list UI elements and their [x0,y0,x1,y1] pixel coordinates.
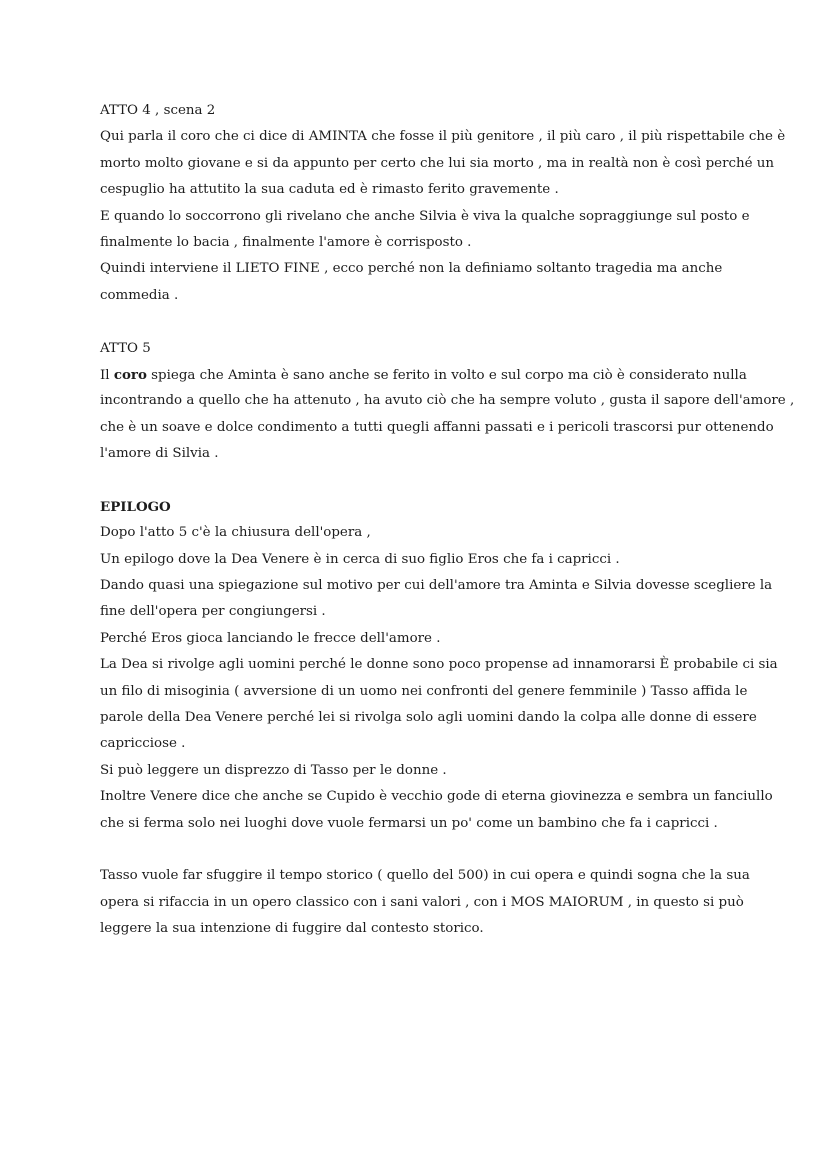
paragraph-line: un filo di misoginia ( avversione di un uomo nei confronti del genere femminile ) Tasso affida le [100,683,748,699]
paragraph-line: Tasso vuole far sfuggire il tempo storico ( quello del 500) in cui opera e quindi sogna che la sua [100,868,750,884]
paragraph-line: opera si rifaccia in un opero classico con i sani valori , con i MOS MAIORUM , in questo si può [100,894,744,910]
paragraph-line: Si può leggere un disprezzo di Tasso per le donne . [100,762,447,778]
paragraph-line: Quindi interviene il LIETO FINE , ecco perché non la definiamo soltanto tragedia ma anche [100,261,723,277]
paragraph-line: Dando quasi una spiegazione sul motivo per cui dell'amore tra Aminta e Silvia dovesse scegliere la [100,578,773,594]
paragraph-line: incontrando a quello che ha attenuto , ha avuto ciò che ha sempre voluto , gusta il sapore dell'amore , [100,393,795,409]
paragraph-line: parole della Dea Venere perché lei si rivolga solo agli uomini dando la colpa alle donne di essere [100,709,757,725]
paragraph-line: leggere la sua intenzione di fuggire dal contesto storico. [100,921,484,937]
text-run: Il [100,367,114,383]
paragraph-line: morto molto giovane e si da appunto per certo che lui sia morto , ma in realtà non è così perché un [100,155,775,171]
paragraph-line: capricciose . [100,736,186,752]
paragraph-line: fine dell'opera per congiungersi . [100,604,326,620]
paragraph-line: finalmente lo bacia , finalmente l'amore è corrisposto . [100,234,472,250]
blank-line [100,309,740,335]
paragraph-line: commedia . [100,287,179,303]
paragraph-line: l'amore di Silvia . [100,446,219,462]
blank-line [100,837,740,863]
text-run: spiega che Aminta è sano anche se ferito in volto e sul corpo ma ciò è considerato nulla [146,367,747,383]
paragraph-line: che è un soave e dolce condimento a tutti quegli affanni passati e i pericoli trascorsi pur ottenendo [100,419,774,435]
paragraph-line: Dopo l'atto 5 c'è la chiusura dell'opera , [100,525,371,541]
paragraph-line: La Dea si rivolge agli uomini perché le donne sono poco propense ad innamorarsi È probabile ci sia [100,657,778,673]
section-heading-atto-4: ATTO 4 , scena 2 [100,103,216,118]
section-heading-atto-5: ATTO 5 [100,340,151,356]
blank-line [100,467,740,493]
paragraph-line [100,362,747,388]
paragraph-line: E quando lo soccorrono gli rivelano che anche Silvia è viva la qualche sopraggiunge sul posto e [100,208,750,224]
paragraph-line: Qui parla il coro che ci dice di AMINTA che fosse il più genitore , il più caro , il più rispettabile che è [100,129,786,145]
document-body [100,98,795,943]
paragraph-line: che si ferma solo nei luoghi dove vuole fermarsi un po' come un bambino che fa i capricci . [100,815,718,831]
section-heading-epilogo: EPILOGO [100,498,171,515]
paragraph-line: cespuglio ha attutito la sua caduta ed è rimasto ferito gravemente . [100,182,559,198]
paragraph-line: Un epilogo dove la Dea Venere è in cerca di suo figlio Eros che fa i capricci . [100,551,620,567]
paragraph-line: Perché Eros gioca lanciando le frecce dell'amore . [100,630,441,646]
paragraph-line: Inoltre Venere dice che anche se Cupido è vecchio gode di eterna giovinezza e sembra un fanciullo [100,789,773,805]
bold-term-coro: coro [113,366,147,383]
